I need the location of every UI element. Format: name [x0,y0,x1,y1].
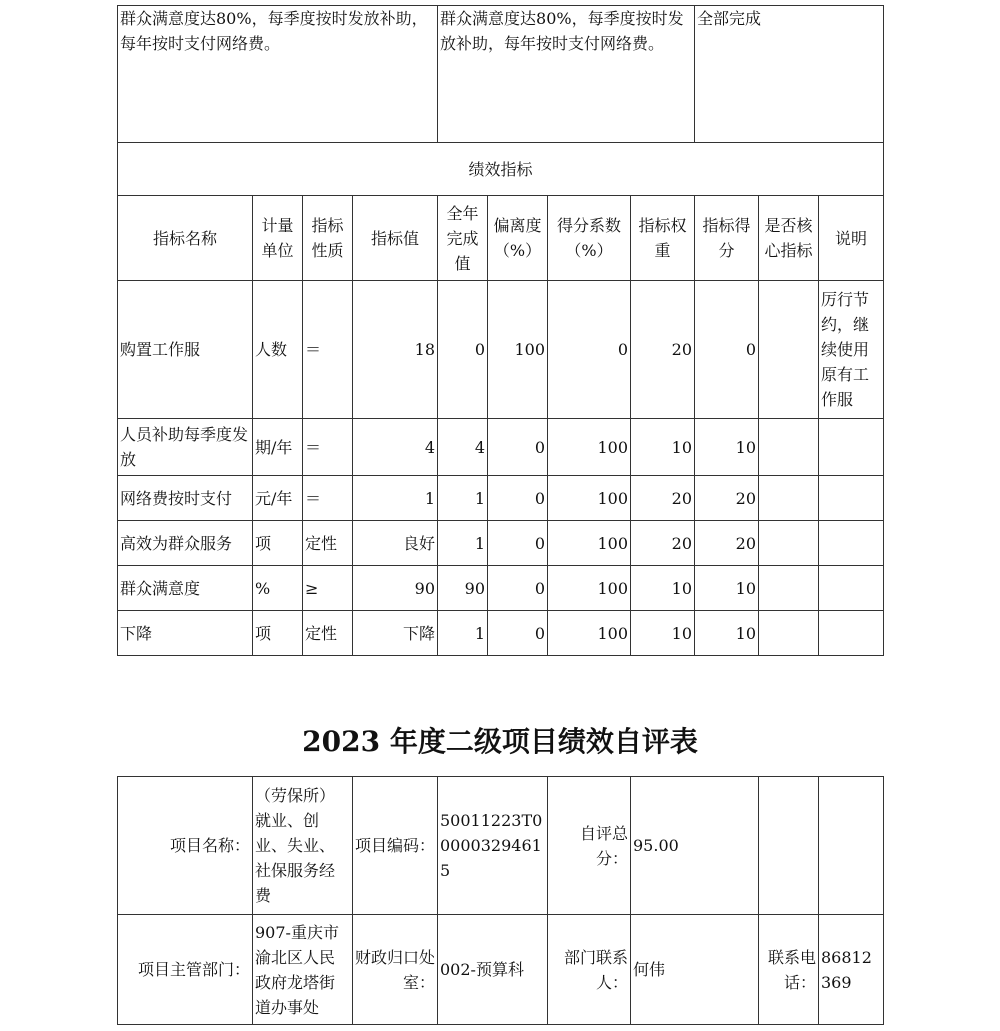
target-cell: 18 [353,281,438,419]
unit-cell: 人数 [253,281,303,419]
core-cell [759,521,819,566]
actual-cell: 1 [438,611,488,656]
deviation-cell: 0 [488,521,548,566]
coef-cell: 100 [548,566,631,611]
header-cell: 全年完成值 [438,196,488,281]
nature-cell: ＝ [303,476,353,521]
table-row [118,521,884,566]
core-cell [759,611,819,656]
contact-value: 何伟 [631,915,759,1025]
indicator-name: 下降 [118,611,253,656]
deviation-cell: 100 [488,281,548,419]
target-cell: 良好 [353,521,438,566]
actual-cell: 0 [438,281,488,419]
document-title: 2023 年度二级项目绩效自评表 [302,725,698,758]
project-name-value: （劳保所）就业、创业、失业、社保服务经费 [253,777,353,915]
phone-label: 联系电话： [759,915,819,1025]
project-code-label: 项目编码： [353,777,438,915]
note-cell [819,566,884,611]
weight-cell: 10 [631,566,695,611]
nature-cell: ＝ [303,419,353,476]
note-cell [819,611,884,656]
table-row [118,419,884,476]
unit-cell: 元/年 [253,476,303,521]
unit-cell: 期/年 [253,419,303,476]
score-cell: 20 [695,521,759,566]
weight-cell: 10 [631,611,695,656]
table-row [118,566,884,611]
header-cell: 指标性质 [303,196,353,281]
contact-label: 部门联系人： [548,915,631,1025]
core-cell [759,566,819,611]
indicator-name: 群众满意度 [118,566,253,611]
deviation-cell: 0 [488,611,548,656]
indicator-name: 高效为群众服务 [118,521,253,566]
deviation-cell: 0 [488,476,548,521]
unit-cell: 项 [253,611,303,656]
weight-cell: 20 [631,521,695,566]
coef-cell: 100 [548,611,631,656]
empty-cell [819,777,884,915]
header-cell: 指标名称 [118,196,253,281]
note-cell [819,476,884,521]
project-code-value: 50011223T000003294615 [438,777,548,915]
header-cell: 指标值 [353,196,438,281]
core-cell [759,476,819,521]
self-score-label: 自评总分： [548,777,631,915]
dept-value: 907-重庆市渝北区人民政府龙塔街道办事处 [253,915,353,1025]
header-cell: 指标得分 [695,196,759,281]
project-name-label: 项目名称： [118,777,253,915]
project-info-table [117,776,884,1025]
dept-label: 项目主管部门： [118,915,253,1025]
target-cell: 1 [353,476,438,521]
note-cell [819,419,884,476]
score-cell: 0 [695,281,759,419]
coef-cell: 0 [548,281,631,419]
score-cell: 10 [695,611,759,656]
deviation-cell: 0 [488,566,548,611]
completion-status-cell: 全部完成 [695,6,884,143]
actual-cell: 90 [438,566,488,611]
table-row [118,611,884,656]
note-cell [819,521,884,566]
performance-table [117,5,884,656]
coef-cell: 100 [548,521,631,566]
finance-value: 002-预算科 [438,915,548,1025]
weight-cell: 10 [631,419,695,476]
actual-cell: 1 [438,521,488,566]
header-cell: 指标权重 [631,196,695,281]
target-cell: 4 [353,419,438,476]
core-cell [759,281,819,419]
target-cell: 90 [353,566,438,611]
indicator-name: 购置工作服 [118,281,253,419]
nature-cell: 定性 [303,611,353,656]
indicator-name: 人员补助每季度发放 [118,419,253,476]
annual-target-cell: 群众满意度达80%，每季度按时发放补助，每年按时支付网络费。 [118,6,438,143]
nature-cell: 定性 [303,521,353,566]
header-cell: 说明 [819,196,884,281]
weight-cell: 20 [631,281,695,419]
core-cell [759,419,819,476]
finance-label: 财政归口处室： [353,915,438,1025]
header-row [118,196,884,281]
nature-cell: ＝ [303,281,353,419]
header-cell: 计量单位 [253,196,303,281]
section-title: 绩效指标 [118,143,884,196]
unit-cell: 项 [253,521,303,566]
actual-completion-cell: 群众满意度达80%，每季度按时发放补助，每年按时支付网络费。 [438,6,695,143]
target-cell: 下降 [353,611,438,656]
nature-cell: ≥ [303,566,353,611]
score-cell: 10 [695,566,759,611]
coef-cell: 100 [548,476,631,521]
header-cell: 得分系数（%） [548,196,631,281]
weight-cell: 20 [631,476,695,521]
empty-cell [759,777,819,915]
coef-cell: 100 [548,419,631,476]
phone-value: 86812369 [819,915,884,1025]
indicator-name: 网络费按时支付 [118,476,253,521]
unit-cell: % [253,566,303,611]
deviation-cell: 0 [488,419,548,476]
table-row [118,281,884,419]
score-cell: 20 [695,476,759,521]
score-cell: 10 [695,419,759,476]
table-row [118,476,884,521]
note-cell: 厉行节约，继续使用原有工作服 [819,281,884,419]
actual-cell: 1 [438,476,488,521]
header-cell: 是否核心指标 [759,196,819,281]
self-score-value: 95.00 [631,777,759,915]
actual-cell: 4 [438,419,488,476]
header-cell: 偏离度（%） [488,196,548,281]
